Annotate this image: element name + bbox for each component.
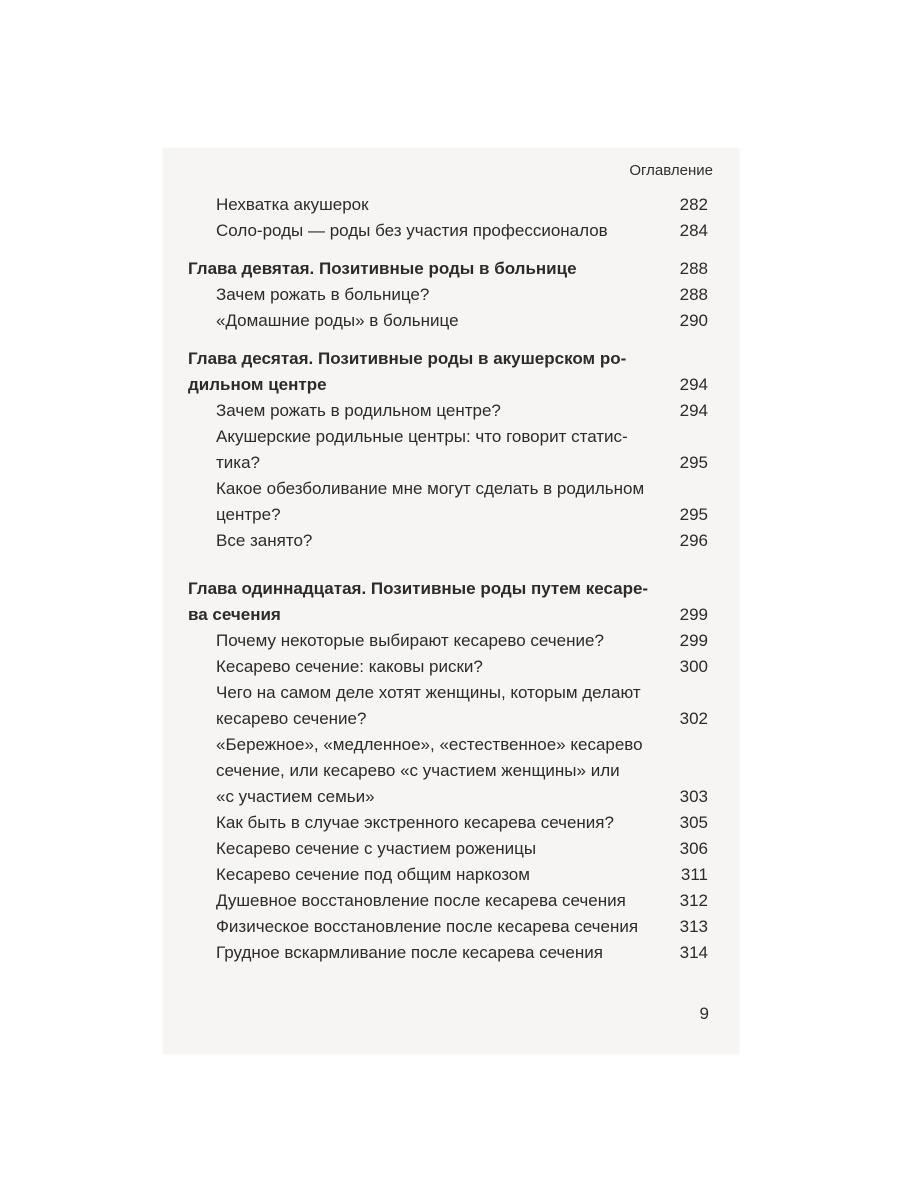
toc-entry [188, 192, 708, 218]
toc-entry [188, 888, 708, 914]
chapter-title-line: дильном центре [188, 375, 327, 394]
toc-entry-title: Физическое восстановление после кесарева сечения [216, 917, 639, 936]
toc-entry-title: Как быть в случае экстренного кесарева сечения? [216, 813, 614, 832]
toc-page-number: 294 [679, 375, 708, 394]
toc-entry-title: Кесарево сечение с участием роженицы [216, 839, 537, 858]
running-header: Оглавление [629, 162, 713, 179]
toc-entry [188, 940, 708, 966]
toc-entry [188, 528, 708, 554]
toc-entry-title: Зачем рожать в больнице? [216, 285, 430, 304]
toc-chapter-heading [188, 576, 708, 628]
toc-entry [188, 914, 708, 940]
toc-entry [188, 680, 708, 732]
toc-entry [188, 308, 708, 334]
toc-page-number: 299 [679, 631, 708, 650]
toc-entry-title: Соло-роды — роды без участия профессионалов [216, 221, 608, 240]
toc-entry-title: Грудное вскармливание после кесарева сечения [216, 943, 603, 962]
chapter-title-line: Глава одиннадцатая. Позитивные роды путем кесаре- [188, 579, 649, 598]
toc-page-number: 299 [679, 605, 708, 624]
toc-page-number: 306 [679, 839, 708, 858]
toc-entry [188, 862, 708, 888]
toc-entry [188, 218, 708, 244]
toc-entry-title-line: «с участием семьи» [216, 787, 375, 806]
toc-entry-title-line: кесарево сечение? [216, 709, 367, 728]
toc-entry [188, 732, 708, 810]
toc-entry-title: Душевное восстановление после кесарева сечения [216, 891, 626, 910]
toc-entry-title: Кесарево сечение под общим наркозом [216, 865, 530, 884]
chapter-title-line: Глава десятая. Позитивные роды в акушерском ро- [188, 349, 627, 368]
toc-entry-title-line: сечение, или кесарево «с участием женщины» или [216, 761, 620, 780]
toc-page-number: 296 [679, 531, 708, 550]
toc-entry [188, 424, 708, 476]
toc-entry-title: Зачем рожать в родильном центре? [216, 401, 501, 420]
toc-chapter-heading [188, 256, 708, 282]
toc-page-number: 303 [679, 787, 708, 806]
toc-entry-title-line: «Бережное», «медленное», «естественное» кесарево [216, 735, 643, 754]
toc-page-number: 302 [679, 709, 708, 728]
toc-entry-title: Почему некоторые выбирают кесарево сечение? [216, 631, 604, 650]
toc-page-number: 295 [679, 505, 708, 524]
toc-page-number: 305 [679, 813, 708, 832]
toc-entry [188, 398, 708, 424]
chapter-title-line: ва сечения [188, 605, 281, 624]
toc-entry-title: Кесарево сечение: каковы риски? [216, 657, 483, 676]
toc-entry [188, 654, 708, 680]
toc-entry-title-line: тика? [216, 453, 261, 472]
toc-entry-title: Все занято? [216, 531, 313, 550]
toc-entry-title-line: центре? [216, 505, 281, 524]
toc-page-number: 314 [679, 943, 708, 962]
toc-entry [188, 628, 708, 654]
table-of-contents [188, 192, 708, 966]
toc-entry-title-line: Какое обезболивание мне могут сделать в родильном [216, 479, 645, 498]
toc-page-number: 294 [679, 401, 708, 420]
toc-page-number: 300 [679, 657, 708, 676]
toc-page-number: 290 [679, 311, 708, 330]
toc-page-number: 312 [679, 891, 708, 910]
toc-entry [188, 810, 708, 836]
toc-entry [188, 476, 708, 528]
toc-entry-title: Нехватка акушерок [216, 195, 369, 214]
toc-page-number: 284 [679, 221, 708, 240]
toc-page-number: 313 [679, 917, 708, 936]
toc-chapter-heading [188, 346, 708, 398]
toc-page-number: 311 [680, 865, 708, 884]
toc-page-number: 288 [679, 259, 708, 278]
page-number: 9 [699, 1004, 709, 1023]
chapter-title: Глава девятая. Позитивные роды в больнице [188, 259, 577, 278]
toc-page-number: 282 [679, 195, 708, 214]
toc-entry-title-line: Акушерские родильные центры: что говорит статис- [216, 427, 628, 446]
toc-entry [188, 282, 708, 308]
toc-page-number: 288 [679, 285, 708, 304]
toc-page-number: 295 [679, 453, 708, 472]
toc-entry-title: «Домашние роды» в больнице [216, 311, 459, 330]
toc-entry-title-line: Чего на самом деле хотят женщины, которым делают [216, 683, 641, 702]
book-page [163, 148, 739, 1054]
toc-entry [188, 836, 708, 862]
